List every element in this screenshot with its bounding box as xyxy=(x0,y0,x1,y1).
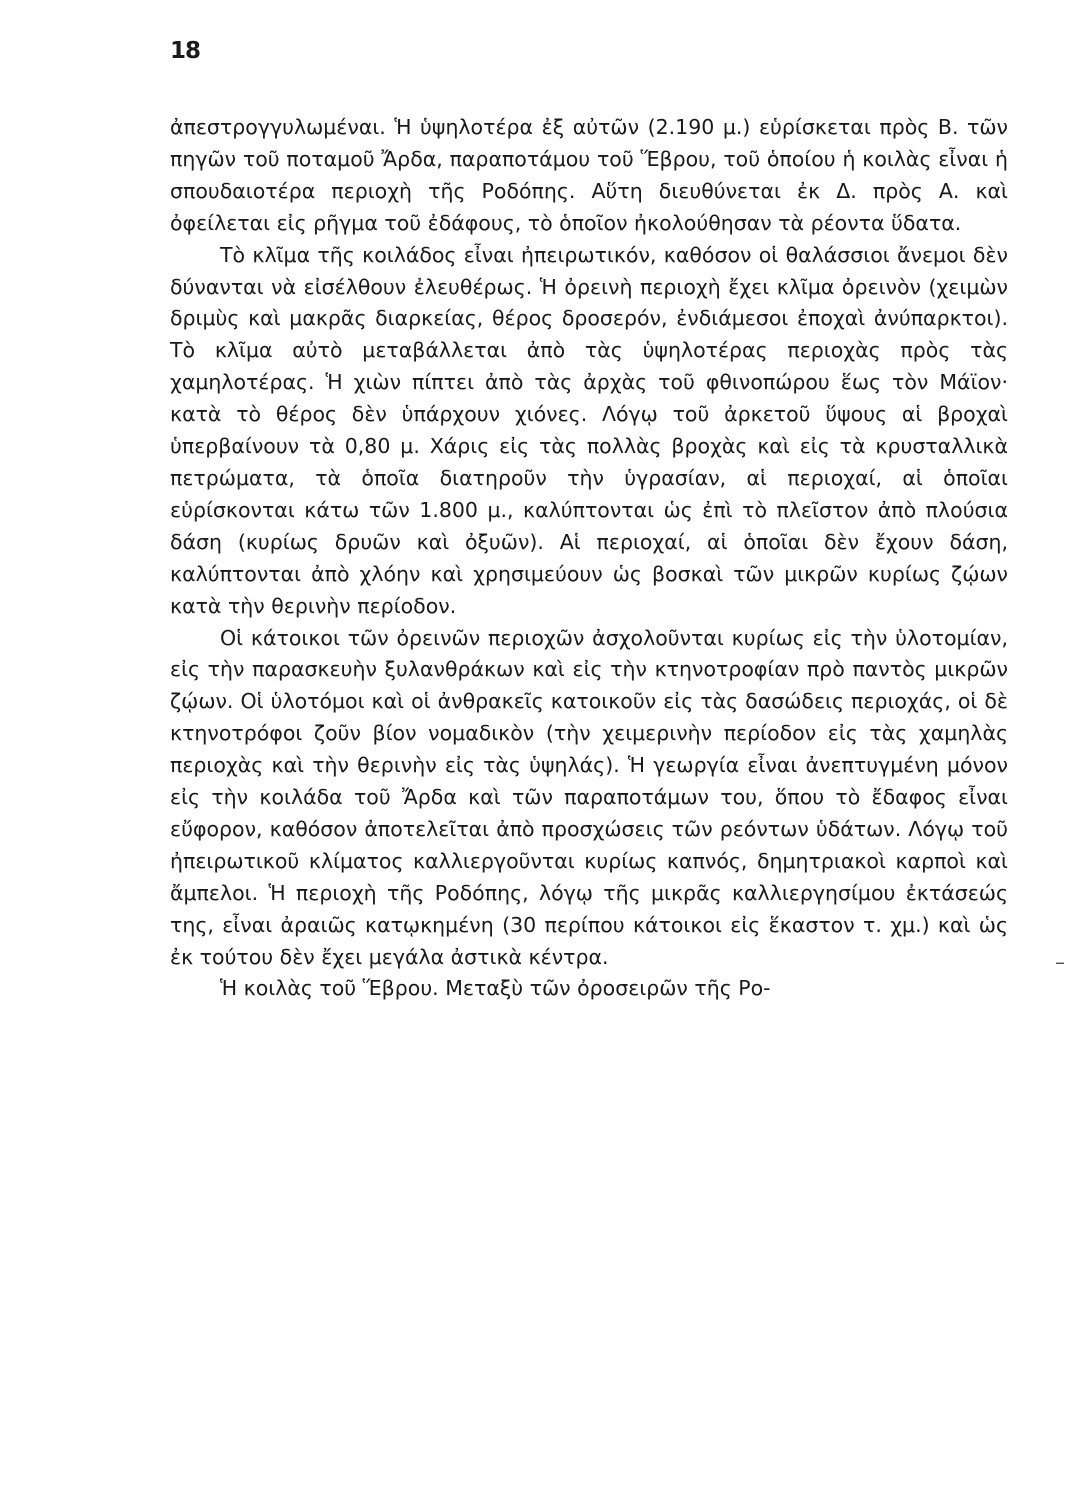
paragraph-climate: Τὸ κλῖμα τῆς κοιλάδος εἶναι ἠπειρωτικόν, καθόσον οἱ θαλάσσιοι ἄνεμοι δὲν δύνανται νὰ εἰσέλθουν ἐλευθέρως. Ἡ ὀρεινὴ περιοχὴ ἔχει κλῖμα ὀρεινὸν (χειμὼν δριμὺς καὶ μακρᾶς διαρκείας, θέρος δροσερόν, ἐνδιάμεσοι ἐποχαὶ ἀνύπαρκτοι). Τὸ κλῖμα αὐτὸ μεταβάλλεται ἀπὸ τὰς ὑψηλοτέρας περιοχὰς πρὸς τὰς χαμηλοτέρας. Ἡ χιὼν πίπτει ἀπὸ τὰς ἀρχὰς τοῦ φθινοπώρου ἕως τὸν Μάϊον· κατὰ τὸ θέρος δὲν ὑπάρχουν χιόνες. Λόγῳ τοῦ ἀρκετοῦ ὕψους αἱ βροχαὶ ὑπερβαίνουν τὰ 0,80 μ. Χάρις εἰς τὰς πολλὰς βροχὰς καὶ εἰς τὰ κρυσταλλικὰ πετρώματα, τὰ ὁποῖα διατηροῦν τὴν ὑγρασίαν, αἱ περιοχαί, αἱ ὁποῖαι εὑρίσκονται κάτω τῶν 1.800 μ., καλύπτονται ὡς ἐπὶ τὸ πλεῖστον ἀπὸ πλούσια δάση (κυρίως δρυῶν καὶ ὀξυῶν). Αἱ περιοχαί, αἱ ὁποῖαι δὲν ἔχουν δάση, καλύπτονται ἀπὸ χλόην καὶ χρησιμεύουν ὡς βοσκαὶ τῶν μικρῶν κυρίως ζῴων κατὰ τὴν θερινὴν περίοδον. xyxy=(170,242,1008,618)
body-text xyxy=(170,112,1008,1005)
paragraph-continuation: ἀπεστρογγυλωμέναι. Ἡ ὑψηλοτέρα ἐξ αὐτῶν (2.190 μ.) εὑρίσκεται πρὸς Β. τῶν πηγῶν τοῦ ποταμοῦ Ἄρδα, παραποτάμου τοῦ Ἕβρου, τοῦ ὁποίου ἡ κοιλὰς εἶναι ἡ σπουδαιοτέρα περιοχὴ τῆς Ροδόπης. Αὕτη διευθύνεται ἐκ Δ. πρὸς Α. καὶ ὀφείλεται εἰς ρῆγμα τοῦ ἐδάφους, τὸ ὁποῖον ἠκολούθησαν τὰ ρέοντα ὕδατα. xyxy=(170,115,1008,235)
paragraph-inhabitants: Οἱ κάτοικοι τῶν ὀρεινῶν περιοχῶν ἀσχολοῦνται κυρίως εἰς τὴν ὑλοτομίαν, εἰς τὴν παρασκευὴν ξυλανθράκων καὶ εἰς τὴν κτηνοτροφίαν πρὸ παντὸς μικρῶν ζῴων. Οἱ ὑλοτόμοι καὶ οἱ ἀνθρακεῖς κατοικοῦν εἰς τὰς δασώδεις περιοχάς, οἱ δὲ κτηνοτρόφοι ζοῦν βίον νομαδικὸν (τὴν χειμερινὴν περίοδον εἰς τὰς χαμηλὰς περιοχὰς καὶ τὴν θερινὴν εἰς τὰς ὑψηλάς). Ἡ γεωργία εἶναι ἀνεπτυγμένη μόνον εἰς τὴν κοιλάδα τοῦ Ἄρδα καὶ τῶν παραποτάμων του, ὅπου τὸ ἔδαφος εἶναι εὔφορον, καθόσον ἀποτελεῖται ἀπὸ προσχώσεις τῶν ρεόντων ὑδάτων. Λόγῳ τοῦ ἠπειρωτικοῦ κλίματος καλλιεργοῦνται κυρίως καπνός, δημητριακοὶ καρποὶ καὶ ἄμπελοι. Ἡ περιοχὴ τῆς Ροδόπης, λόγῳ τῆς μικρᾶς καλλιεργησίμου ἐκτάσεώς της, εἶναι ἀραιῶς κατῳκημένη (30 περίπου κάτοικοι εἰς ἕκαστον τ. χμ.) καὶ ὡς ἐκ τούτου δὲν ἔχει μεγάλα ἀστικὰ κέντρα. xyxy=(170,625,1008,969)
margin-mark: – xyxy=(1055,950,1065,974)
page-number: 18 xyxy=(170,38,201,64)
paragraph-evros-valley: Ἡ κοιλὰς τοῦ Ἕβρου. Μεταξὺ τῶν ὀροσειρῶν τῆς Ρο- xyxy=(220,976,771,1001)
